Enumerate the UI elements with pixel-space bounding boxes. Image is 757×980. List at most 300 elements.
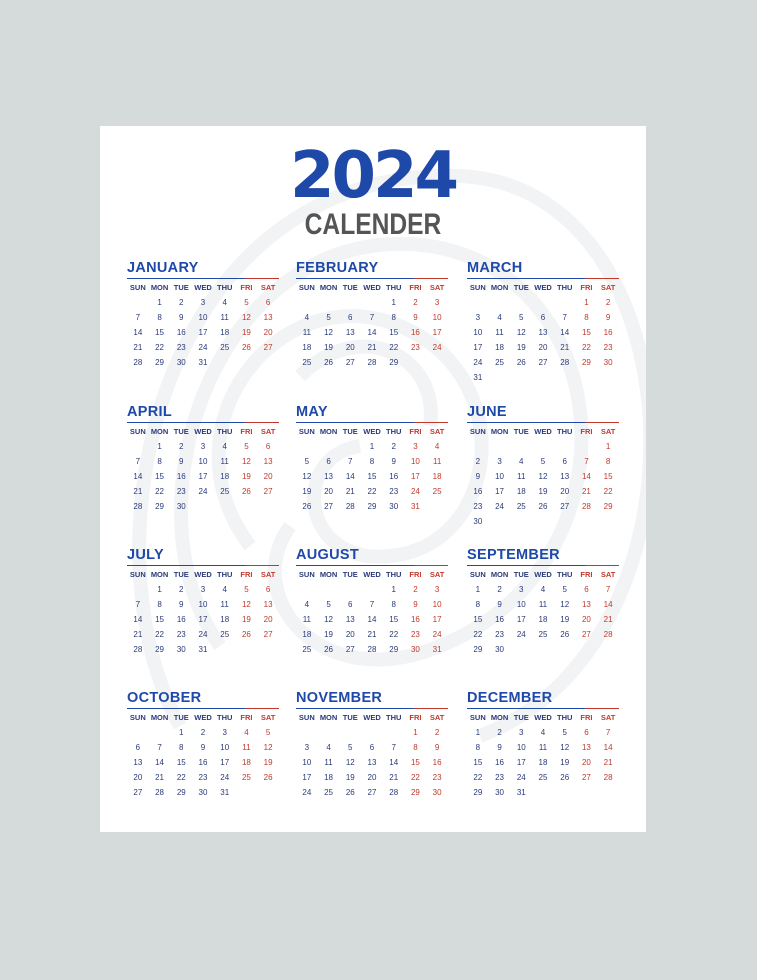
day-cell: 28 — [389, 788, 399, 798]
day-cell: 14 — [133, 615, 143, 625]
day-cell: 1 — [605, 442, 611, 452]
empty-day-cell — [127, 725, 149, 740]
day-cell: 27 — [367, 788, 377, 798]
day-cell: 24 — [432, 343, 442, 353]
day-cell: 15 — [581, 328, 591, 338]
day-cell: 30 — [389, 502, 399, 512]
day-cell: 26 — [324, 645, 334, 655]
day-cell: 5 — [519, 313, 524, 323]
day-cell: 15 — [410, 758, 420, 768]
day-cell: 15 — [176, 758, 186, 768]
weekday-header: MON — [319, 713, 338, 723]
day-cell: 16 — [410, 615, 420, 625]
day-cell: 16 — [473, 487, 483, 497]
day-cell: 7 — [562, 313, 567, 323]
day-cell: 5 — [540, 457, 546, 467]
month-day-grid — [127, 569, 279, 657]
day-cell: 19 — [241, 472, 251, 482]
weekday-header: TUE — [513, 570, 529, 580]
day-cell: 13 — [345, 615, 355, 625]
day-cell: 3 — [200, 585, 206, 595]
day-cell: 3 — [475, 313, 481, 323]
day-cell: 14 — [603, 600, 613, 610]
weekday-header: THU — [216, 283, 233, 293]
day-cell: 18 — [432, 472, 442, 482]
day-cell: 11 — [432, 457, 442, 467]
weekday-header: SUN — [129, 713, 146, 723]
day-cell: 27 — [263, 343, 273, 353]
day-cell: 4 — [434, 442, 440, 452]
day-cell: 16 — [176, 472, 186, 482]
month-april — [127, 404, 279, 544]
day-cell: 21 — [603, 758, 613, 768]
day-cell: 25 — [538, 773, 548, 783]
weekday-header: FRI — [409, 427, 422, 437]
day-cell: 7 — [135, 457, 141, 467]
month-day-grid — [127, 282, 279, 370]
empty-day-cell — [318, 582, 340, 597]
day-cell: 30 — [176, 645, 186, 655]
empty-day-cell — [532, 295, 554, 310]
day-cell: 4 — [304, 313, 310, 323]
day-cell: 19 — [560, 615, 570, 625]
day-cell: 15 — [155, 615, 165, 625]
day-cell: 8 — [605, 457, 611, 467]
weekday-header: WED — [363, 427, 381, 437]
day-cell: 18 — [495, 343, 505, 353]
day-cell: 8 — [413, 743, 418, 753]
day-cell: 5 — [562, 728, 567, 738]
weekday-header: SAT — [600, 713, 616, 723]
day-cell: 19 — [241, 328, 251, 338]
weekday-header: MON — [319, 283, 338, 293]
day-cell: 17 — [198, 472, 208, 482]
day-cell: 15 — [155, 328, 165, 338]
weekday-header: SAT — [260, 427, 276, 437]
day-cell: 22 — [367, 487, 377, 497]
day-cell: 6 — [265, 442, 271, 452]
day-cell: 17 — [432, 328, 442, 338]
day-cell: 22 — [155, 487, 165, 497]
month-day-grid — [296, 569, 448, 657]
weekday-header: MON — [319, 570, 338, 580]
day-cell: 1 — [369, 442, 375, 452]
day-cell: 6 — [584, 728, 589, 738]
day-cell: 13 — [581, 600, 591, 610]
day-cell: 22 — [473, 630, 483, 640]
day-cell: 5 — [562, 585, 567, 595]
day-cell: 4 — [326, 743, 331, 753]
empty-day-cell — [383, 725, 405, 740]
weekday-header: SUN — [469, 427, 486, 437]
day-cell: 1 — [413, 728, 418, 738]
day-cell: 21 — [367, 343, 377, 353]
day-cell: 17 — [220, 758, 230, 768]
day-cell: 14 — [367, 328, 377, 338]
month-day-grid — [467, 569, 619, 657]
empty-day-cell — [296, 439, 318, 454]
day-cell: 26 — [560, 630, 570, 640]
day-cell: 9 — [179, 600, 184, 610]
empty-day-cell — [532, 439, 554, 454]
day-cell: 11 — [538, 600, 548, 610]
weekday-header: TUE — [173, 570, 189, 580]
weekday-header: FRI — [580, 283, 593, 293]
day-cell: 7 — [135, 600, 141, 610]
day-cell: 21 — [133, 343, 143, 353]
month-day-grid — [296, 426, 448, 514]
day-cell: 29 — [603, 502, 613, 512]
day-cell: 13 — [538, 328, 548, 338]
day-cell: 2 — [497, 585, 502, 595]
day-cell: 6 — [265, 585, 271, 595]
day-cell: 31 — [432, 645, 442, 655]
day-cell: 4 — [540, 585, 546, 595]
month-name: MARCH — [467, 260, 523, 276]
day-cell: 3 — [434, 298, 440, 308]
month-divider — [127, 565, 279, 566]
day-cell: 7 — [135, 313, 141, 323]
day-cell: 17 — [516, 615, 526, 625]
weekday-header: SUN — [298, 283, 315, 293]
day-cell: 3 — [519, 585, 524, 595]
month-name: APRIL — [127, 404, 172, 420]
day-cell: 12 — [516, 328, 526, 338]
month-divider — [296, 708, 448, 709]
weekday-header: WED — [194, 713, 212, 723]
day-cell: 30 — [473, 517, 483, 527]
day-cell: 2 — [605, 298, 611, 308]
month-day-grid — [127, 712, 279, 800]
day-cell: 18 — [516, 487, 526, 497]
empty-day-cell — [339, 295, 361, 310]
day-cell: 25 — [302, 645, 312, 655]
day-cell: 27 — [538, 358, 548, 368]
day-cell: 17 — [495, 487, 505, 497]
day-cell: 19 — [302, 487, 312, 497]
day-cell: 12 — [241, 457, 251, 467]
day-cell: 16 — [603, 328, 613, 338]
day-cell: 12 — [302, 472, 312, 482]
day-cell: 30 — [495, 645, 505, 655]
day-cell: 12 — [241, 600, 251, 610]
month-december — [467, 690, 619, 830]
day-cell: 28 — [560, 358, 570, 368]
day-cell: 31 — [220, 788, 230, 798]
day-cell: 20 — [345, 630, 355, 640]
weekday-header: FRI — [409, 713, 422, 723]
month-name: FEBRUARY — [296, 260, 379, 276]
day-cell: 14 — [155, 758, 165, 768]
day-cell: 16 — [495, 615, 505, 625]
day-cell: 6 — [540, 313, 546, 323]
day-cell: 7 — [605, 585, 611, 595]
month-divider — [467, 422, 619, 423]
day-cell: 27 — [560, 502, 570, 512]
day-cell: 24 — [495, 502, 505, 512]
day-cell: 22 — [581, 343, 591, 353]
calendar-sheet — [100, 126, 646, 832]
day-cell: 18 — [538, 615, 548, 625]
day-cell: 29 — [473, 788, 483, 798]
day-cell: 8 — [369, 457, 375, 467]
day-cell: 1 — [179, 728, 184, 738]
day-cell: 24 — [410, 487, 420, 497]
month-name: SEPTEMBER — [467, 547, 560, 563]
empty-day-cell — [296, 725, 318, 740]
day-cell: 25 — [220, 487, 230, 497]
weekday-header: TUE — [342, 427, 358, 437]
day-cell: 26 — [263, 773, 273, 783]
day-cell: 24 — [473, 358, 483, 368]
weekday-header: TUE — [173, 713, 189, 723]
day-cell: 3 — [200, 442, 206, 452]
month-divider — [296, 278, 448, 279]
day-cell: 6 — [369, 743, 375, 753]
weekday-header: THU — [556, 713, 573, 723]
weekday-header: THU — [556, 283, 573, 293]
day-cell: 19 — [263, 758, 273, 768]
weekday-header: THU — [385, 427, 402, 437]
weekday-header: TUE — [513, 283, 529, 293]
day-cell: 18 — [241, 758, 251, 768]
day-cell: 19 — [345, 773, 355, 783]
weekday-header: WED — [194, 570, 212, 580]
day-cell: 9 — [391, 457, 396, 467]
day-cell: 10 — [495, 472, 505, 482]
weekday-header: SAT — [260, 570, 276, 580]
day-cell: 10 — [516, 600, 526, 610]
day-cell: 16 — [176, 328, 186, 338]
day-cell: 30 — [495, 788, 505, 798]
day-cell: 21 — [133, 487, 143, 497]
month-name: MAY — [296, 404, 328, 420]
weekday-header: THU — [216, 427, 233, 437]
weekday-header: WED — [194, 427, 212, 437]
day-cell: 18 — [302, 343, 312, 353]
weekday-header: WED — [534, 427, 552, 437]
day-cell: 23 — [495, 773, 505, 783]
weekday-header: SAT — [600, 570, 616, 580]
day-cell: 29 — [176, 788, 186, 798]
day-cell: 1 — [475, 728, 481, 738]
day-cell: 4 — [304, 600, 310, 610]
day-cell: 13 — [263, 313, 273, 323]
day-cell: 27 — [133, 788, 143, 798]
weekday-header: MON — [150, 570, 169, 580]
month-march — [467, 260, 619, 400]
day-cell: 11 — [302, 615, 311, 625]
weekday-header: WED — [534, 570, 552, 580]
day-cell: 10 — [432, 313, 442, 323]
weekday-header: SUN — [129, 427, 146, 437]
day-cell: 21 — [581, 487, 591, 497]
day-cell: 20 — [345, 343, 355, 353]
day-cell: 18 — [220, 472, 230, 482]
day-cell: 29 — [473, 645, 483, 655]
weekday-header: SUN — [129, 570, 146, 580]
month-divider — [467, 708, 619, 709]
day-cell: 24 — [516, 630, 526, 640]
day-cell: 2 — [497, 728, 502, 738]
month-name: JUNE — [467, 404, 507, 420]
weekday-header: SAT — [429, 713, 445, 723]
weekday-header: SAT — [600, 427, 616, 437]
day-cell: 8 — [157, 313, 162, 323]
day-cell: 22 — [389, 630, 399, 640]
day-cell: 1 — [157, 298, 162, 308]
day-cell: 15 — [155, 472, 165, 482]
day-cell: 9 — [605, 313, 611, 323]
day-cell: 20 — [581, 615, 591, 625]
day-cell: 14 — [133, 472, 143, 482]
weekday-header: SAT — [260, 713, 276, 723]
day-cell: 25 — [241, 773, 251, 783]
day-cell: 20 — [133, 773, 143, 783]
day-cell: 22 — [410, 773, 420, 783]
day-cell: 21 — [389, 773, 399, 783]
weekday-header: FRI — [580, 570, 593, 580]
day-cell: 21 — [345, 487, 355, 497]
day-cell: 4 — [244, 728, 249, 738]
empty-day-cell — [576, 439, 598, 454]
day-cell: 11 — [517, 472, 526, 482]
day-cell: 28 — [581, 502, 591, 512]
day-cell: 7 — [157, 743, 162, 753]
weekday-header: THU — [556, 570, 573, 580]
empty-day-cell — [489, 439, 511, 454]
day-cell: 22 — [155, 343, 165, 353]
day-cell: 3 — [304, 743, 310, 753]
day-cell: 23 — [176, 487, 186, 497]
day-cell: 18 — [220, 328, 230, 338]
month-name: JANUARY — [127, 260, 199, 276]
day-cell: 21 — [560, 343, 570, 353]
weekday-header: WED — [363, 283, 381, 293]
day-cell: 1 — [475, 585, 481, 595]
day-cell: 25 — [538, 630, 548, 640]
day-cell: 11 — [538, 743, 548, 753]
day-cell: 3 — [413, 442, 418, 452]
day-cell: 8 — [157, 457, 162, 467]
day-cell: 15 — [367, 472, 377, 482]
day-cell: 3 — [200, 298, 206, 308]
day-cell: 23 — [176, 630, 186, 640]
day-cell: 23 — [495, 630, 505, 640]
month-day-grid — [296, 282, 448, 370]
day-cell: 21 — [155, 773, 165, 783]
day-cell: 9 — [179, 457, 184, 467]
month-name: JULY — [127, 547, 164, 563]
day-cell: 15 — [473, 758, 483, 768]
month-name: DECEMBER — [467, 690, 553, 706]
day-cell: 1 — [157, 585, 162, 595]
weekday-header: TUE — [173, 283, 189, 293]
day-cell: 16 — [198, 758, 208, 768]
day-cell: 12 — [324, 328, 334, 338]
day-cell: 7 — [584, 457, 589, 467]
weekday-header: MON — [150, 713, 169, 723]
day-cell: 17 — [473, 343, 483, 353]
day-cell: 23 — [198, 773, 208, 783]
weekday-header: THU — [216, 713, 233, 723]
weekday-header: SUN — [469, 283, 486, 293]
day-cell: 29 — [155, 645, 165, 655]
day-cell: 5 — [244, 585, 249, 595]
empty-day-cell — [554, 439, 576, 454]
day-cell: 10 — [410, 457, 420, 467]
day-cell: 7 — [348, 457, 353, 467]
day-cell: 11 — [495, 328, 504, 338]
empty-day-cell — [149, 725, 171, 740]
day-cell: 16 — [432, 758, 442, 768]
day-cell: 23 — [176, 343, 186, 353]
weekday-header: TUE — [513, 427, 529, 437]
day-cell: 27 — [263, 630, 273, 640]
day-cell: 16 — [176, 615, 186, 625]
weekday-header: TUE — [342, 713, 358, 723]
day-cell: 14 — [389, 758, 399, 768]
day-cell: 27 — [581, 630, 591, 640]
day-cell: 17 — [410, 472, 420, 482]
day-cell: 18 — [324, 773, 334, 783]
day-cell: 24 — [302, 788, 312, 798]
weekday-header: FRI — [580, 713, 593, 723]
weekday-header: SAT — [260, 283, 276, 293]
day-cell: 12 — [538, 472, 548, 482]
day-cell: 19 — [538, 487, 548, 497]
day-cell: 31 — [198, 358, 208, 368]
day-cell: 28 — [133, 645, 143, 655]
month-day-grid — [296, 712, 448, 800]
day-cell: 30 — [410, 645, 420, 655]
day-cell: 29 — [581, 358, 591, 368]
weekday-header: SAT — [600, 283, 616, 293]
empty-day-cell — [318, 295, 340, 310]
day-cell: 2 — [413, 585, 418, 595]
day-cell: 10 — [302, 758, 312, 768]
day-cell: 16 — [410, 328, 420, 338]
day-cell: 8 — [391, 313, 396, 323]
weekday-header: WED — [534, 713, 552, 723]
day-cell: 10 — [198, 313, 208, 323]
day-cell: 7 — [605, 728, 611, 738]
month-divider — [467, 278, 619, 279]
day-cell: 14 — [345, 472, 355, 482]
empty-day-cell — [339, 582, 361, 597]
day-cell: 6 — [348, 600, 353, 610]
day-cell: 16 — [495, 758, 505, 768]
day-cell: 2 — [434, 728, 440, 738]
day-cell: 23 — [389, 487, 399, 497]
day-cell: 29 — [367, 502, 377, 512]
weekday-header: WED — [534, 283, 552, 293]
day-cell: 17 — [302, 773, 312, 783]
month-divider — [127, 708, 279, 709]
day-cell: 6 — [584, 585, 589, 595]
day-cell: 6 — [135, 743, 141, 753]
day-cell: 4 — [519, 457, 524, 467]
month-name: NOVEMBER — [296, 690, 383, 706]
day-cell: 24 — [198, 487, 208, 497]
weekday-header: WED — [363, 570, 381, 580]
day-cell: 27 — [263, 487, 273, 497]
day-cell: 10 — [198, 600, 208, 610]
day-cell: 12 — [560, 600, 570, 610]
day-cell: 25 — [516, 502, 526, 512]
day-cell: 1 — [584, 298, 589, 308]
day-cell: 17 — [198, 615, 208, 625]
